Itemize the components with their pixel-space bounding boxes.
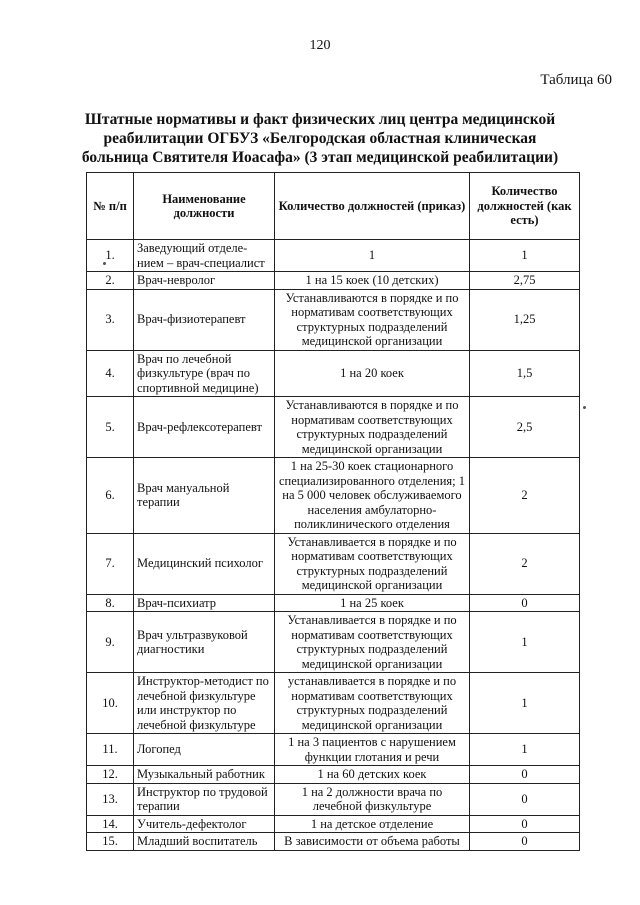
row-number: 11. (87, 734, 134, 766)
row-order-count: Устанавливается в порядке и по нормативам соответствующих структурных подразделений медицинской организации (275, 612, 470, 673)
row-order-count: 1 (275, 240, 470, 272)
row-position: Заведующий отделе-нием – врач-специалист (134, 240, 275, 272)
row-number: 9. (87, 612, 134, 673)
row-fact-count: 2 (470, 458, 580, 534)
row-position: Врач мануальной терапии (134, 458, 275, 534)
row-number: 4. (87, 350, 134, 397)
row-fact-count: 1,25 (470, 289, 580, 350)
table-body (87, 240, 580, 851)
row-order-count: 1 на 60 детских коек (275, 766, 470, 784)
row-order-count: Устанавливаются в порядке и по нормативам соответствующих структурных подразделений медицинской организации (275, 397, 470, 458)
row-fact-count: 1 (470, 734, 580, 766)
header-fact-count: Количество должностей (как есть) (470, 173, 580, 240)
table-row (87, 272, 580, 290)
table-row (87, 533, 580, 594)
row-number: 3. (87, 289, 134, 350)
row-position: Врач-психиатр (134, 594, 275, 612)
row-position: Врач по лечебной физкультуре (врач по спортивной медицине) (134, 350, 275, 397)
row-position: Инструктор по трудовой терапии (134, 783, 275, 815)
row-fact-count: 1 (470, 673, 580, 734)
row-number: 12. (87, 766, 134, 784)
scan-artifact-dot (103, 262, 106, 265)
row-fact-count: 1,5 (470, 350, 580, 397)
header-row (87, 173, 580, 240)
row-number: 8. (87, 594, 134, 612)
row-fact-count: 2,5 (470, 397, 580, 458)
table-row (87, 594, 580, 612)
row-position: Врач-невролог (134, 272, 275, 290)
staffing-table (86, 172, 580, 851)
row-position: Врач ультразвуковой диагностики (134, 612, 275, 673)
row-order-count: 1 на 20 коек (275, 350, 470, 397)
table-row (87, 815, 580, 833)
table-row (87, 734, 580, 766)
row-number: 13. (87, 783, 134, 815)
row-number: 6. (87, 458, 134, 534)
row-fact-count: 0 (470, 783, 580, 815)
row-number: 1. (87, 240, 134, 272)
row-fact-count: 0 (470, 766, 580, 784)
header-num: № п/п (87, 173, 134, 240)
row-fact-count: 2 (470, 533, 580, 594)
header-position: Наименование должности (134, 173, 275, 240)
table-row (87, 673, 580, 734)
row-position: Музыкальный работник (134, 766, 275, 784)
row-number: 10. (87, 673, 134, 734)
row-order-count: Устанавливается в порядке и по нормативам соответствующих структурных подразделений медицинской организации (275, 533, 470, 594)
row-number: 2. (87, 272, 134, 290)
table-row (87, 397, 580, 458)
table-label: Таблица 60 (540, 72, 612, 88)
row-position: Врач-физиотерапевт (134, 289, 275, 350)
table-row (87, 458, 580, 534)
row-fact-count: 1 (470, 240, 580, 272)
row-order-count: 1 на 25-30 коек стационарного специализированного отделения; 1 на 5 000 человек обслуживаемого населения амбулаторно-поликлинического отделения (275, 458, 470, 534)
row-number: 14. (87, 815, 134, 833)
table-row (87, 766, 580, 784)
row-number: 15. (87, 833, 134, 851)
row-position: Учитель-дефектолог (134, 815, 275, 833)
page-number: 120 (309, 38, 331, 53)
row-order-count: устанавливается в порядке и по нормативам соответствующих структурных подразделений медицинской организации (275, 673, 470, 734)
row-number: 5. (87, 397, 134, 458)
row-number: 7. (87, 533, 134, 594)
table-row (87, 240, 580, 272)
table-row (87, 833, 580, 851)
scan-artifact-dot (583, 406, 586, 409)
row-position: Врач-рефлексотерапевт (134, 397, 275, 458)
row-position: Младший воспитатель (134, 833, 275, 851)
row-order-count: 1 на 2 должности врача по лечебной физкультуре (275, 783, 470, 815)
table-row (87, 783, 580, 815)
row-fact-count: 0 (470, 815, 580, 833)
row-order-count: 1 на детское отделение (275, 815, 470, 833)
header-order-count: Количество должностей (приказ) (275, 173, 470, 240)
row-position: Инструктор-методист по лечебной физкультуре или инструктор по лечебной физкультуре (134, 673, 275, 734)
row-fact-count: 1 (470, 612, 580, 673)
row-fact-count: 0 (470, 833, 580, 851)
table-row (87, 289, 580, 350)
row-order-count: 1 на 3 пациентов с нарушением функции глотания и речи (275, 734, 470, 766)
row-position: Медицинский психолог (134, 533, 275, 594)
row-position: Логопед (134, 734, 275, 766)
row-fact-count: 0 (470, 594, 580, 612)
row-order-count: 1 на 15 коек (10 детских) (275, 272, 470, 290)
table-row (87, 612, 580, 673)
row-order-count: 1 на 25 коек (275, 594, 470, 612)
row-order-count: В зависимости от объема работы (275, 833, 470, 851)
row-order-count: Устанавливаются в порядке и по нормативам соответствующих структурных подразделений медицинской организации (275, 289, 470, 350)
document-title: Штатные нормативы и факт физических лиц центра медицинской реабилитации ОГБУЗ «Белгородская областная клиническая больница Святителя Иоасафа» (3 этап медицинской реабилитации) (81, 111, 559, 166)
table-row (87, 350, 580, 397)
row-fact-count: 2,75 (470, 272, 580, 290)
table-header (87, 173, 580, 240)
